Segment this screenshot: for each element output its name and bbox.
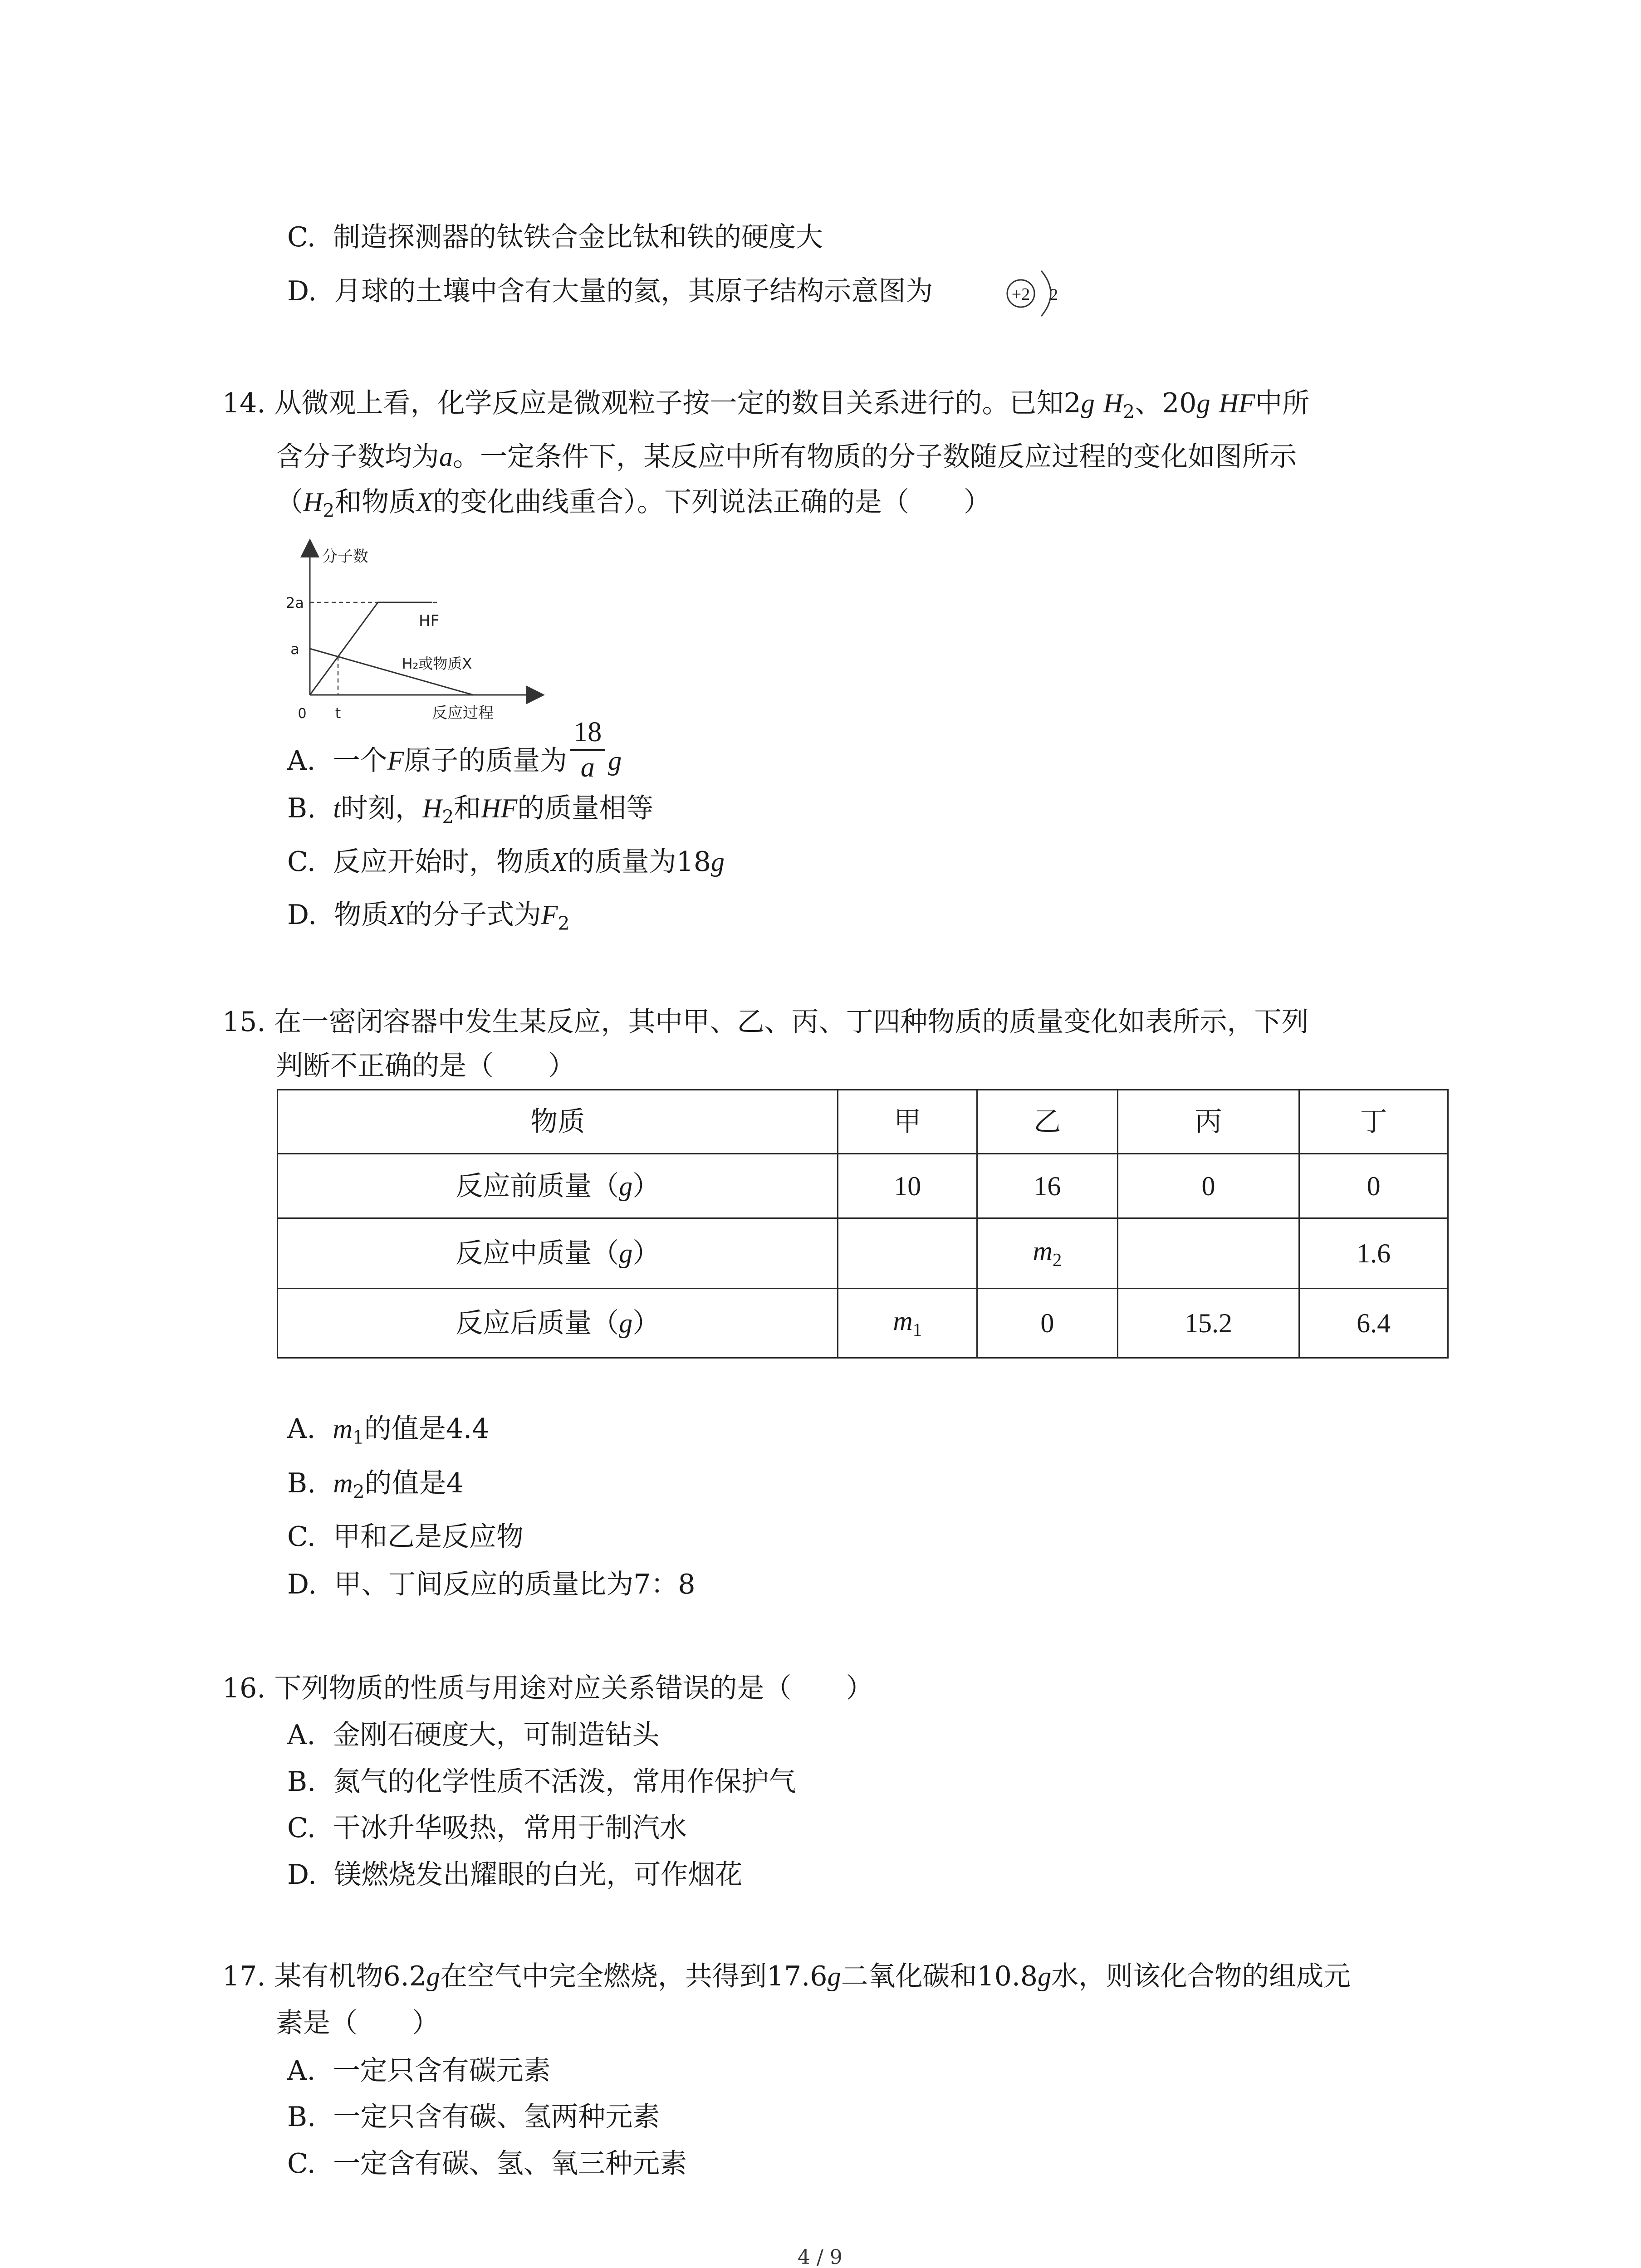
text: 在空气中完全燃烧，共得到 xyxy=(440,1960,767,1992)
formula-hf: HF xyxy=(1219,388,1255,418)
text: 中所 xyxy=(1255,387,1310,419)
question-number: 15. xyxy=(222,1006,266,1038)
q16-option-c xyxy=(287,1814,687,1842)
subscript: 2 xyxy=(442,806,454,828)
option-letter: C. xyxy=(287,846,316,878)
subscript: 2 xyxy=(323,500,335,522)
var-m: m xyxy=(333,1468,353,1498)
option-letter: D. xyxy=(287,1859,317,1891)
table-header: 甲 xyxy=(838,1090,977,1154)
table-header: 乙 xyxy=(977,1090,1118,1154)
option-letter: B. xyxy=(287,2101,316,2133)
fraction-18-over-a xyxy=(570,715,605,784)
q17-option-c xyxy=(287,2148,687,2180)
unit-g: g xyxy=(1081,388,1095,418)
electron-shell-arc xyxy=(1041,271,1051,316)
series-label-h2-x: H₂或物质X xyxy=(402,655,472,673)
q15-stem-line1 xyxy=(222,1008,1309,1036)
num: 2 xyxy=(1063,387,1081,419)
nucleus-charge: +2 xyxy=(1011,285,1030,304)
option-letter: A. xyxy=(287,2055,316,2087)
row-label xyxy=(278,1154,838,1218)
option-text: 金刚石硬度大，可制造钻头 xyxy=(333,1719,660,1751)
text: 的变化曲线重合）。下列说法正确的是（ ） xyxy=(432,486,991,518)
unit-g: g xyxy=(1038,1961,1052,1991)
table-header: 物质 xyxy=(278,1090,838,1154)
q14-option-b xyxy=(287,792,654,828)
option-letter: A. xyxy=(287,1719,316,1751)
q15-option-b xyxy=(287,1467,464,1503)
table-cell: 10 xyxy=(838,1154,977,1218)
y-tick-label: a xyxy=(290,640,299,658)
var-t: t xyxy=(333,793,341,823)
q17-stem-line1 xyxy=(222,1960,1351,1992)
q15-stem-line2 xyxy=(276,1052,575,1080)
table-cell: 1.6 xyxy=(1299,1218,1448,1289)
text: ） xyxy=(632,1171,660,1201)
text: 物质 xyxy=(334,899,389,931)
question-number: 14. xyxy=(222,387,266,419)
table-header-row xyxy=(278,1090,1448,1154)
table-header: 丁 xyxy=(1299,1090,1448,1154)
num: 4 xyxy=(446,1467,464,1499)
q16-stem xyxy=(222,1672,873,1704)
text: 和 xyxy=(454,792,481,824)
q16-option-a xyxy=(287,1721,660,1749)
text: 的值是 xyxy=(364,1413,446,1445)
table-cell: 0 xyxy=(977,1289,1118,1358)
table-cell xyxy=(838,1289,977,1358)
table-row xyxy=(278,1154,1448,1218)
x-tick-label: t xyxy=(335,704,341,722)
num: 17.6 xyxy=(766,1960,828,1992)
text: ） xyxy=(632,1238,660,1268)
q14-stem-line1 xyxy=(222,387,1310,423)
subscript: 1 xyxy=(912,1319,922,1340)
q15-option-a xyxy=(287,1415,489,1447)
q15-option-d xyxy=(287,1571,696,1598)
table-cell: 15.2 xyxy=(1117,1289,1299,1358)
electron-count: 2 xyxy=(1050,285,1058,303)
formula-f: F xyxy=(541,900,558,930)
text: 反应前质量（ xyxy=(456,1171,619,1201)
q16-option-d xyxy=(287,1859,743,1891)
x-axis-label: 反应过程 xyxy=(432,704,494,722)
formula-hf: HF xyxy=(481,793,518,823)
text: 反应开始时，物质 xyxy=(333,846,551,878)
option-text: 月球的土壤中含有大量的氦，其原子结构示意图为 xyxy=(334,275,933,307)
formula-h: H xyxy=(303,487,323,517)
text: 。一定条件下，某反应中所有物质的分子数随反应过程的变化如图所示 xyxy=(453,441,1297,473)
option-text: 干冰升华吸热，常用于制汽水 xyxy=(333,1812,687,1844)
option-letter: B. xyxy=(287,792,316,824)
row-label xyxy=(278,1289,838,1358)
y-tick-label: 2a xyxy=(286,594,304,611)
option-letter: A. xyxy=(287,1413,316,1445)
series-line-hf xyxy=(310,602,432,695)
option-letter: D. xyxy=(287,899,317,931)
q14-stem-line3 xyxy=(276,486,991,522)
question-number: 17. xyxy=(222,1960,266,1992)
table-cell xyxy=(977,1218,1118,1289)
text: 、 xyxy=(1135,387,1162,419)
q17-option-b xyxy=(287,2103,660,2131)
num: 4.4 xyxy=(446,1413,490,1445)
table-cell: 16 xyxy=(977,1154,1118,1218)
text: 反应后质量（ xyxy=(456,1308,619,1338)
q16-option-b xyxy=(287,1766,796,1798)
var-m: m xyxy=(893,1305,913,1336)
num: 20 xyxy=(1162,387,1197,419)
subscript: 1 xyxy=(352,1427,364,1449)
q15-option-c xyxy=(287,1521,524,1553)
option-text: 一定含有碳、氢、氧三种元素 xyxy=(333,2148,687,2180)
option-letter: C. xyxy=(287,221,316,253)
option-letter: D. xyxy=(287,275,317,307)
q14-option-d xyxy=(287,901,569,933)
text: 判断不正确的是（ ） xyxy=(276,1050,575,1082)
unit-g: g xyxy=(711,847,725,877)
unit-g: g xyxy=(827,1961,841,1991)
text: 的质量相等 xyxy=(517,792,654,824)
table-cell: 0 xyxy=(1299,1154,1448,1218)
table-cell xyxy=(838,1218,977,1289)
subscript: 2 xyxy=(353,1481,365,1503)
q13-option-c xyxy=(287,221,823,253)
num: 10.8 xyxy=(977,1960,1038,1992)
text: 和物质 xyxy=(334,486,416,518)
row-label xyxy=(278,1218,838,1289)
var-x: X xyxy=(416,487,433,517)
molecule-count-chart xyxy=(272,535,554,723)
option-text: 一定只含有碳、氢两种元素 xyxy=(333,2101,660,2133)
var-x: X xyxy=(551,847,568,877)
unit-g: g xyxy=(619,1238,633,1268)
q14-stem-line2 xyxy=(276,441,1297,473)
q17-stem-line2 xyxy=(276,2009,439,2037)
table-row xyxy=(278,1218,1448,1289)
text: 一个 xyxy=(333,744,387,777)
q17-option-a xyxy=(287,2055,551,2087)
q14-option-a xyxy=(287,715,622,784)
text: 的质量为 xyxy=(567,846,676,878)
text: 甲和乙是反应物 xyxy=(333,1521,524,1553)
table-row xyxy=(278,1289,1448,1358)
origin-label: 0 xyxy=(298,706,307,722)
q13-option-d xyxy=(287,275,933,307)
text: 甲、丁间反应的质量比为 xyxy=(334,1569,634,1600)
text: 原子的质量为 xyxy=(404,744,568,777)
text: 二氧化碳和 xyxy=(841,1960,977,1992)
q14-option-c xyxy=(287,846,725,878)
table-cell xyxy=(1117,1218,1299,1289)
option-text: 氮气的化学性质不活泼，常用作保护气 xyxy=(333,1766,796,1798)
series-label-hf: HF xyxy=(419,612,440,630)
text: 从微观上看，化学反应是微观粒子按一定的数目关系进行的。已知 xyxy=(274,387,1064,419)
subscript: 2 xyxy=(558,913,570,935)
text: 素是（ ） xyxy=(276,2007,439,2039)
mass-change-table xyxy=(277,1089,1449,1359)
unit-g: g xyxy=(608,745,622,776)
var-m: m xyxy=(333,1414,353,1444)
text: 的分子式为 xyxy=(405,899,541,931)
table-cell: 6.4 xyxy=(1299,1289,1448,1358)
question-number: 16. xyxy=(222,1672,266,1704)
num: 6.2 xyxy=(383,1960,426,1992)
var-f: F xyxy=(387,745,404,776)
text: 水，则该化合物的组成元 xyxy=(1051,1960,1351,1992)
unit-g: g xyxy=(1196,388,1210,418)
option-letter: C. xyxy=(287,2148,316,2180)
helium-atom-structure-diagram xyxy=(1000,265,1073,322)
text: 含分子数均为 xyxy=(276,441,439,473)
option-text: 制造探测器的钛铁合金比钛和铁的硬度大 xyxy=(333,221,823,253)
option-letter: A. xyxy=(287,744,316,777)
num: 18 xyxy=(676,846,711,878)
y-axis-label: 分子数 xyxy=(322,547,368,566)
table-cell: 0 xyxy=(1117,1154,1299,1218)
option-letter: B. xyxy=(287,1766,316,1798)
formula-h: H xyxy=(422,793,442,823)
denominator: a xyxy=(580,752,595,783)
var-x: X xyxy=(388,900,405,930)
text: 的值是 xyxy=(364,1467,446,1499)
text: （ xyxy=(276,486,303,518)
num: 7：8 xyxy=(633,1569,696,1600)
page-number: 4 / 9 xyxy=(798,2246,843,2268)
option-text: 镁燃烧发出耀眼的白光，可作烟花 xyxy=(334,1859,743,1891)
text: 下列物质的性质与用途对应关系错误的是（ ） xyxy=(274,1672,873,1704)
var-m: m xyxy=(1033,1236,1053,1266)
unit-g: g xyxy=(619,1308,633,1338)
option-letter: C. xyxy=(287,1521,316,1553)
var-a: a xyxy=(439,442,453,472)
option-letter: B. xyxy=(287,1467,316,1499)
option-letter: C. xyxy=(287,1812,316,1844)
numerator: 18 xyxy=(570,715,605,751)
formula-h: H xyxy=(1103,388,1123,418)
unit-g: g xyxy=(426,1961,440,1991)
text: 某有机物 xyxy=(274,1960,383,1992)
text: ） xyxy=(632,1308,660,1338)
table-header: 丙 xyxy=(1117,1090,1299,1154)
option-letter: D. xyxy=(287,1569,317,1600)
text: 在一密闭容器中发生某反应，其中甲、乙、丙、丁四种物质的质量变化如表所示，下列 xyxy=(274,1006,1309,1038)
text: 时刻， xyxy=(341,792,422,824)
option-text: 一定只含有碳元素 xyxy=(333,2055,551,2087)
subscript: 2 xyxy=(1052,1249,1062,1270)
text: 反应中质量（ xyxy=(456,1238,619,1268)
unit-g: g xyxy=(619,1171,633,1201)
subscript: 2 xyxy=(1123,401,1135,423)
